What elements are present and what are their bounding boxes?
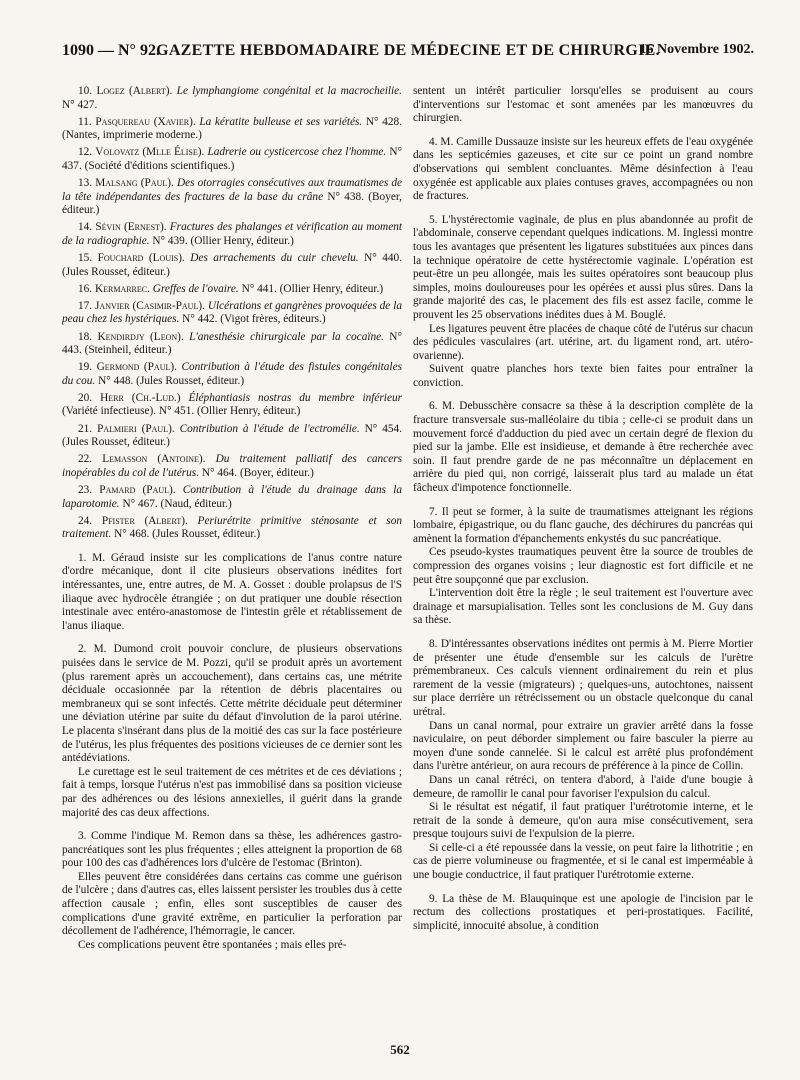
summary-paragraph xyxy=(413,85,753,126)
paragraph-text: Dans un canal rétréci, on tentera d'abord, à l'aide d'une bougie à demeure, de ramollir le canal pour favoriser l'expulsion du calcul. xyxy=(413,773,753,800)
entry-author: Pamard (Paul). xyxy=(99,483,176,496)
thesis-entry xyxy=(62,85,402,112)
entry-details: N° 428. (Nantes, imprimerie moderne.) xyxy=(62,115,402,142)
page-header xyxy=(62,40,754,66)
entry-number: 23. xyxy=(78,483,93,496)
paragraph-text: Suivent quatre planches hors texte bien faites pour entraîner la conviction. xyxy=(413,363,753,389)
thesis-entry xyxy=(62,146,402,173)
entry-details: N° 441. (Ollier Henry, éditeur.) xyxy=(238,282,384,295)
entry-author: Janvier (Casimir-Paul). xyxy=(95,299,205,312)
entry-title: L'anesthésie chirurgicale par la cocaïne. xyxy=(189,330,384,343)
summary-paragraph xyxy=(413,136,753,204)
entry-title: Ulcérations et gangrènes provoquées de la peau chez les hystériques. xyxy=(62,299,402,326)
thesis-entry xyxy=(62,515,402,542)
thesis-entry xyxy=(62,453,402,480)
summary-paragraph xyxy=(62,552,402,634)
summary-paragraph xyxy=(413,893,753,934)
paragraph-text: 8. D'intéressantes observations inédites ont permis à M. Pierre Mortier de présenter une étude d'ensemble sur les calculs de l'urètre prémembraneux. Ces calculs viennent ordinairement du rein et plus rarement de la vessie (migrateurs) ; quelques-uns, autochtones, naissent sur place derrière un rétrécissement ou un obstacle quelconque du canal urétral. xyxy=(413,637,753,718)
paragraph-text: Les ligatures peuvent être placées de chaque côté de l'utérus sur chacun des pédicules vasculaires (art. utérine, art. du ligament rond, art. utéro-ovarienne). xyxy=(413,322,753,362)
thesis-entry xyxy=(62,300,402,327)
thesis-entry xyxy=(62,484,402,511)
paragraph-text: Ces pseudo-kystes traumatiques peuvent être la source de troubles de compression des organes voisins ; leur diagnostic est fort difficile et ne peut être soupçonné que par exclusion. xyxy=(413,546,753,586)
paragraph-text: 4. M. Camille Dussauze insiste sur les heureux effets de l'eau oxygénée dans les septicémies gazeuses, et cite sur ce point un grand nombre d'observations qui semblent concluantes. Même désinfection à l'eau oxygénée est applicable aux plaies contuses graves, accompagnées ou non de fractures. xyxy=(413,135,753,203)
entry-title: Ladrerie ou cysticercose chez l'homme. xyxy=(207,146,387,159)
thesis-entry xyxy=(62,252,402,279)
entry-title: Fractures des phalanges et vérification au moment de la radiographie. xyxy=(62,221,402,247)
paragraph-text: 3. Comme l'indique M. Remon dans sa thèse, les adhérences gastro-pancréatiques sont les plus fréquentes ; elles atteignent la proportion de 68 pour 100 des cas d'adhérences lors d'ulcère de l'estomac (Brinton). xyxy=(62,830,402,870)
entry-title: Periurétrite primitive sténosante et son traitement. xyxy=(62,514,402,541)
entry-number: 17. xyxy=(78,299,93,312)
left-column xyxy=(62,85,402,1030)
paragraph-text: 9. La thèse de M. Blauquinque est une apologie de l'incision par le rectum des collections prostatiques et peri-prostatiques. Facilité, simplicité, innocuité absolue, à condition xyxy=(413,892,753,932)
entry-number: 13. xyxy=(78,177,93,190)
page-issue-number: 1090 — N° 92. xyxy=(62,42,160,59)
entry-details: N° 467. (Naud, éditeur.) xyxy=(119,497,232,510)
entry-author: Lemasson (Antoine). xyxy=(102,453,206,466)
entry-author: Germond (Paul). xyxy=(96,361,177,374)
thesis-entry xyxy=(62,331,402,358)
entry-author: Kermarrec. xyxy=(94,282,150,295)
entry-author: Logez (Albert). xyxy=(96,85,173,97)
thesis-entry xyxy=(62,283,402,297)
paragraph-text: Elles peuvent être considérées dans certains cas comme une guérison de l'ulcère ; dans d'autres cas, elles laissent persister les troubles dus à cette affection causale ; enfin, elles sont susceptibles de causer des complications d'une gravité extrême, en particulier la perforation par décollement de l'adhérence, l'hémorragie, le cancer. xyxy=(62,870,402,938)
entry-number: 21. xyxy=(78,422,93,435)
thesis-entry xyxy=(62,116,402,143)
entry-number: 10. xyxy=(78,85,93,97)
entry-title: Du traitement palliatif des cancers inopérables du col de l'utérus. xyxy=(62,453,402,479)
entry-author: Herr (Ch.-Lud.) xyxy=(100,391,181,404)
entry-author: Sévin (Ernest). xyxy=(95,221,167,234)
thesis-list xyxy=(62,85,402,542)
entry-title: La kératite bulleuse et ses variétés. xyxy=(199,115,363,128)
issue-date: 16 Novembre 1902. xyxy=(639,42,754,57)
entry-number: 14. xyxy=(78,221,93,234)
entry-title: Greffes de l'ovaire. xyxy=(152,282,239,295)
entry-details: N° 438. (Boyer, éditeur.) xyxy=(62,190,402,217)
entry-title: Contribution à l'étude de l'ectromélie. xyxy=(179,422,360,435)
entry-number: 11. xyxy=(78,115,92,128)
entry-number: 18. xyxy=(78,330,93,343)
thesis-entry xyxy=(62,361,402,388)
entry-author: Palmieri (Paul). xyxy=(97,422,175,435)
entry-details: N° 448. (Jules Rousset, éditeur.) xyxy=(95,374,245,387)
entry-number: 19. xyxy=(78,361,93,374)
summary-paragraph xyxy=(62,830,402,952)
paragraph-text: 1. M. Géraud insiste sur les complications de l'anus contre nature d'ordre mécanique, dont il cite plusieurs observations inédites fort intéressantes, une, entre autres, de M. A. Gosset : double prolapsus de l'S iliaque avec hydrocèle étrangiée ; on dut pratiquer une double résection intestinale avec entéro-anastomose de l'intestin grêle et rétablissement de l'anus iliaque. xyxy=(62,551,402,632)
right-column xyxy=(413,85,753,1030)
entry-author: Pfister (Albert). xyxy=(101,514,188,527)
paragraph-text: L'intervention doit être la règle ; le seul traitement est l'ouverture avec drainage et marsupialisation. Telles sont les conclusions de M. Guy dans sa thèse. xyxy=(413,587,753,627)
entry-title: Éléphantiasis nostras du membre inférieur xyxy=(188,391,402,404)
entry-author: Kendirdjy (Leon). xyxy=(97,330,184,343)
entry-title: Contribution à l'étude du drainage dans la laparotomie. xyxy=(62,483,402,510)
entry-details: N° 454. (Jules Rousset, éditeur.) xyxy=(62,422,402,449)
summary-paragraph xyxy=(413,214,753,391)
entry-title: Des arrachements du cuir chevelu. xyxy=(190,252,359,265)
summary-paragraph xyxy=(413,638,753,883)
entry-title: Des otorragies consécutives aux traumatismes de la tête indépendantes des fractures de la base du crâne xyxy=(62,177,402,203)
entry-author: Fouchard (Louis). xyxy=(97,252,185,265)
paragraph-text: 7. Il peut se former, à la suite de traumatismes atteignant les régions lombaire, épigastrique, ou du flanc gauche, des déchirures du pancréas qui amènent la formation d'épanchements enkystés du suc pancréatique. xyxy=(413,505,753,545)
entry-author: Volovatz (Mlle Élise). xyxy=(95,146,205,159)
entry-details: N° 443. (Steinheil, éditeur.) xyxy=(62,330,402,357)
left-summaries xyxy=(62,552,402,953)
summary-paragraph xyxy=(413,400,753,495)
entry-number: 20. xyxy=(78,391,93,404)
summary-paragraph xyxy=(62,643,402,820)
entry-details: N° 440. (Jules Rousset, éditeur.) xyxy=(62,252,402,278)
entry-details: N° 427. xyxy=(62,98,98,111)
summary-paragraph xyxy=(413,506,753,628)
paragraph-text: 6. M. Debusschère consacre sa thèse à la description complète de la fracture transversale sus-malléolaire du tibia ; celle-ci se produit dans un mouvement forcé d'adduction du pied avec un certain degré de flexion du pied sur la jambe. Elle est insidieuse, et demande à être recherchée avec soin. Il faut prendre garde de ne pas méconnaître un déplacement en arrière du pied qui, non corrigé, laisserait plus tard au malade un état fâcheux d'impotence fonctionnelle. xyxy=(413,400,753,495)
paragraph-text: sentent un intérêt particulier lorsqu'elles se produisent au cours d'interventions sur l'estomac et sont amenées par les manœuvres du chirurgien. xyxy=(413,85,753,125)
thesis-entry xyxy=(62,221,402,248)
entry-author: Pasquereau (Xavier). xyxy=(95,115,196,128)
right-summaries xyxy=(413,85,753,933)
paragraph-text: Le curettage est le seul traitement de ces métrites et de ces déviations ; fait à temps, lorsque l'utérus n'est pas immobilisé dans sa position vicieuse par des adhérences ou des lésions annexielles, il guérit dans la grande majorité des cas deux affections. xyxy=(62,765,402,819)
entry-number: 16. xyxy=(78,282,93,295)
thesis-entry xyxy=(62,423,402,450)
paragraph-text: Dans un canal normal, pour extraire un gravier arrêté dans la fosse naviculaire, on peut déborder simplement ou faire basculer la pierre au moyen d'une sonde cannelée. Si le calcul est arrêté plus profondément dans l'urètre antérieur, on aura recours de préférence à la pince de Collin. xyxy=(413,719,753,773)
paragraph-text: Ces complications peuvent être spontanées ; mais elles pré- xyxy=(78,938,347,951)
entry-details: (Variété infectieuse). N° 451. (Ollier Henry, éditeur.) xyxy=(62,405,301,418)
entry-details: N° 439. (Ollier Henry, éditeur.) xyxy=(149,234,294,247)
paragraph-text: 5. L'hystérectomie vaginale, de plus en plus abandonnée au profit de l'abdominale, conserve cependant quelques indications. M. Inglessi montre tous les avantages que présentent les ligatures substituées aux pinces dans la technique opératoire de cette hystérectomie vaginale. L'opération est peut-être un peu allongée, mais les suites opératoires sont beaucoup plus simples, moins douloureuses pour les opérées et aussi plus sûres. Dans la grande majorité des cas, le placement des fils est assez facile, comme le prouvent les 25 observations inédites dues à M. Bouglé. xyxy=(413,213,753,321)
paragraph-text: Si celle-ci a été repoussée dans la vessie, on peut faire la lithotritie ; en cas de pierre volumineuse ou fragmentée, et si le canal est imperméable à une bougie conductrice, il faut pratiquer l'urétrotomie externe. xyxy=(413,841,753,882)
entry-details: N° 442. (Vigot frères, éditeurs.) xyxy=(179,313,326,326)
entry-number: 24. xyxy=(78,514,93,527)
entry-title: Contribution à l'étude des fistules congénitales du cou. xyxy=(62,361,402,387)
entry-details: N° 437. (Société d'éditions scientifiques.) xyxy=(62,146,402,172)
entry-author: Malsang (Paul). xyxy=(95,177,174,190)
entry-details: N° 468. (Jules Rousset, éditeur.) xyxy=(111,528,261,541)
thesis-entry xyxy=(62,392,402,419)
entry-number: 15. xyxy=(78,252,93,265)
thesis-entry xyxy=(62,177,402,218)
entry-number: 12. xyxy=(78,146,93,159)
entry-details: N° 464. (Boyer, éditeur.) xyxy=(199,466,314,479)
paragraph-text: 2. M. Dumond croit pouvoir conclure, de plusieurs observations puisées dans le service de M. Pozzi, qu'il se produit après un avortement (plus rarement après un accouchement), dans certains cas, une métrite déciduale occasionnée par la rétention de débris placentaires ou membraneux qui se sont infectés. Cette métrite déciduale peut déterminer une déviation utérine par suite du défaut d'involution de la paroi utérine. Le placenta s'insérant dans plus de la moitié des cas sur la face postérieure de l'utérus, les plus fréquentes des positions vicieuses de ce dernier sont les antédéviations. xyxy=(62,643,402,765)
paragraph-text: Si le résultat est négatif, il faut pratiquer l'urétrotomie interne, et le retrait de la sonde à demeure, qu'on aura mise consécutivement, sera presque toujours suivi de l'expulsion de la pierre. xyxy=(413,801,753,841)
entry-number: 22. xyxy=(78,453,93,466)
journal-title: GAZETTE HEBDOMADAIRE DE MÉDECINE ET DE CHIRURGIE. xyxy=(156,42,660,59)
page-number: 562 xyxy=(390,1042,410,1057)
entry-title: Le lymphangiome congénital et la macrocheilie. xyxy=(176,85,402,97)
